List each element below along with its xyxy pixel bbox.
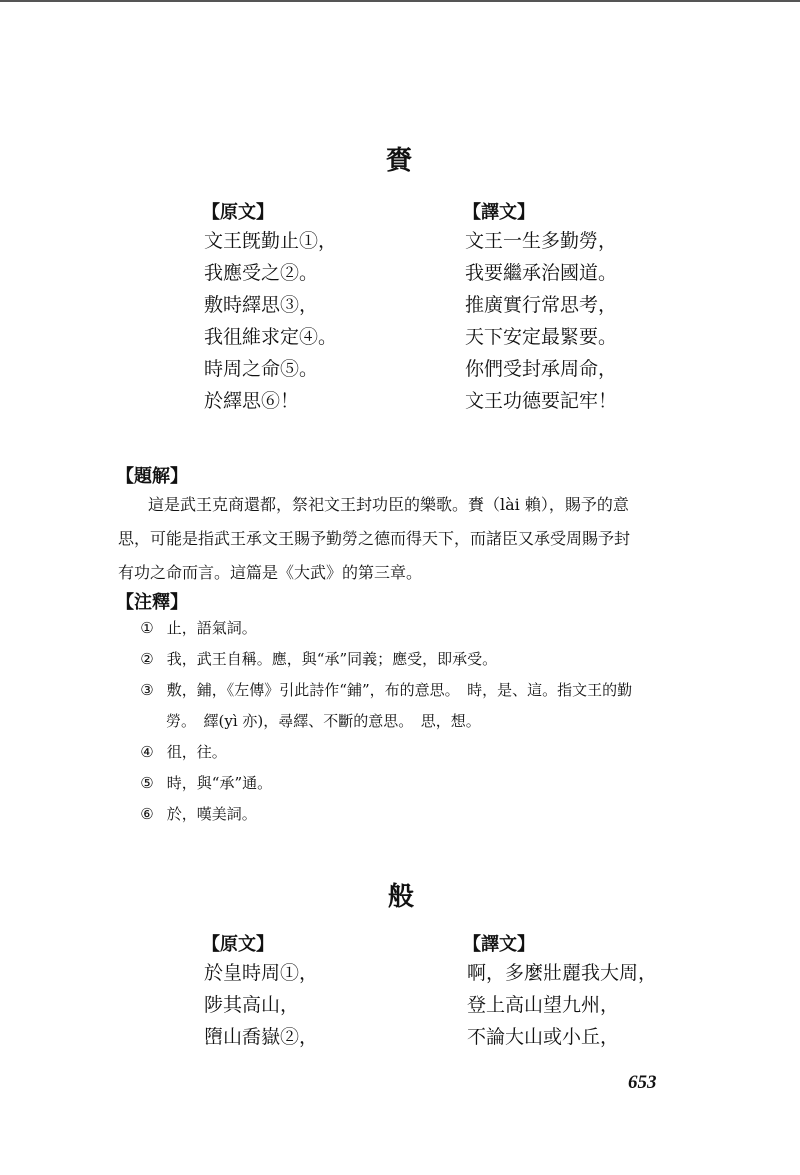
- poem1-original-header: 【原文】: [202, 202, 274, 223]
- note-number: ③: [140, 681, 154, 699]
- note-continuation: [132, 706, 632, 737]
- top-border-rule: [0, 0, 800, 2]
- translation-line: 啊，多麼壯麗我大周，: [467, 962, 658, 984]
- note-number: ⑥: [140, 805, 154, 823]
- poem1-translation-header: 【譯文】: [463, 202, 535, 223]
- note-text: 止，語氣詞。: [166, 619, 257, 637]
- translation-line: 登上高山望九州，: [467, 994, 620, 1016]
- note-number: ②: [140, 650, 154, 668]
- note-number: ⑤: [140, 774, 154, 792]
- note-item: [132, 644, 632, 675]
- note-item: [132, 675, 632, 706]
- note-number: ①: [140, 619, 154, 637]
- poem2-translation-header: 【譯文】: [463, 934, 535, 955]
- translation-line: 文王功德要記牢！: [465, 390, 618, 412]
- note-item: [132, 737, 632, 768]
- original-line: 文王旣勤止①，: [204, 230, 338, 252]
- translation-line: 推廣實行常思考，: [465, 294, 618, 316]
- translation-line: 你們受封承周命，: [465, 358, 618, 380]
- translation-line: 文王一生多勤勞，: [465, 230, 618, 252]
- translation-line: 天下安定最緊要。: [465, 326, 618, 348]
- notes-list: [132, 613, 632, 830]
- original-line: 於繹思⑥！: [204, 390, 300, 412]
- original-line: 於皇時周①，: [204, 962, 319, 984]
- note-item: [132, 768, 632, 799]
- page-number: 653: [628, 1072, 657, 1093]
- commentary-line: 有功之命而言。這篇是《大武》的第三章。: [118, 563, 423, 582]
- poem1-original-text: [204, 225, 337, 417]
- original-line: 敷時繹思③，: [204, 294, 319, 316]
- commentary-line: 思，可能是指武王承文王賜予勤勞之德而得天下，而諸臣又承受周賜予封: [118, 529, 631, 548]
- note-text: 勞。 繹(yì 亦)，尋繹、不斷的意思。 思，想。: [166, 712, 481, 730]
- original-line: 陟其高山，: [204, 994, 300, 1016]
- note-text: 於，嘆美詞。: [166, 805, 257, 823]
- poem1-title: 賚: [386, 146, 414, 176]
- note-text: 敷，鋪，《左傳》引此詩作“鋪”，布的意思。 時，是、這。指文王的勤: [166, 681, 633, 699]
- note-text: 我，武王自稱。應，與“承”同義；應受，即承受。: [166, 650, 498, 668]
- original-line: 嶞山喬嶽②，: [204, 1026, 319, 1048]
- note-item: [132, 613, 632, 644]
- note-text: 時，與“承”通。: [166, 774, 273, 792]
- commentary-header: 【題解】: [116, 466, 188, 487]
- commentary-line: 這是武王克商還都，祭祀文王封功臣的樂歌。賚（lài 賴），賜予的意: [148, 495, 629, 514]
- poem2-translation-text: [467, 957, 657, 1053]
- translation-line: 不論大山或小丘，: [467, 1026, 620, 1048]
- note-number: ④: [140, 743, 154, 761]
- note-text: 徂，往。: [166, 743, 227, 761]
- notes-header: 【注釋】: [116, 592, 188, 613]
- note-item: [132, 799, 632, 830]
- original-line: 時周之命⑤。: [204, 358, 319, 380]
- poem2-original-header: 【原文】: [202, 934, 274, 955]
- commentary-text: [118, 488, 630, 590]
- poem2-original-text: [204, 957, 318, 1053]
- poem2-title: 般: [388, 882, 416, 912]
- poem1-translation-text: [465, 225, 617, 417]
- original-line: 我徂維求定④。: [204, 326, 338, 348]
- original-line: 我應受之②。: [204, 262, 319, 284]
- translation-line: 我要繼承治國道。: [465, 262, 618, 284]
